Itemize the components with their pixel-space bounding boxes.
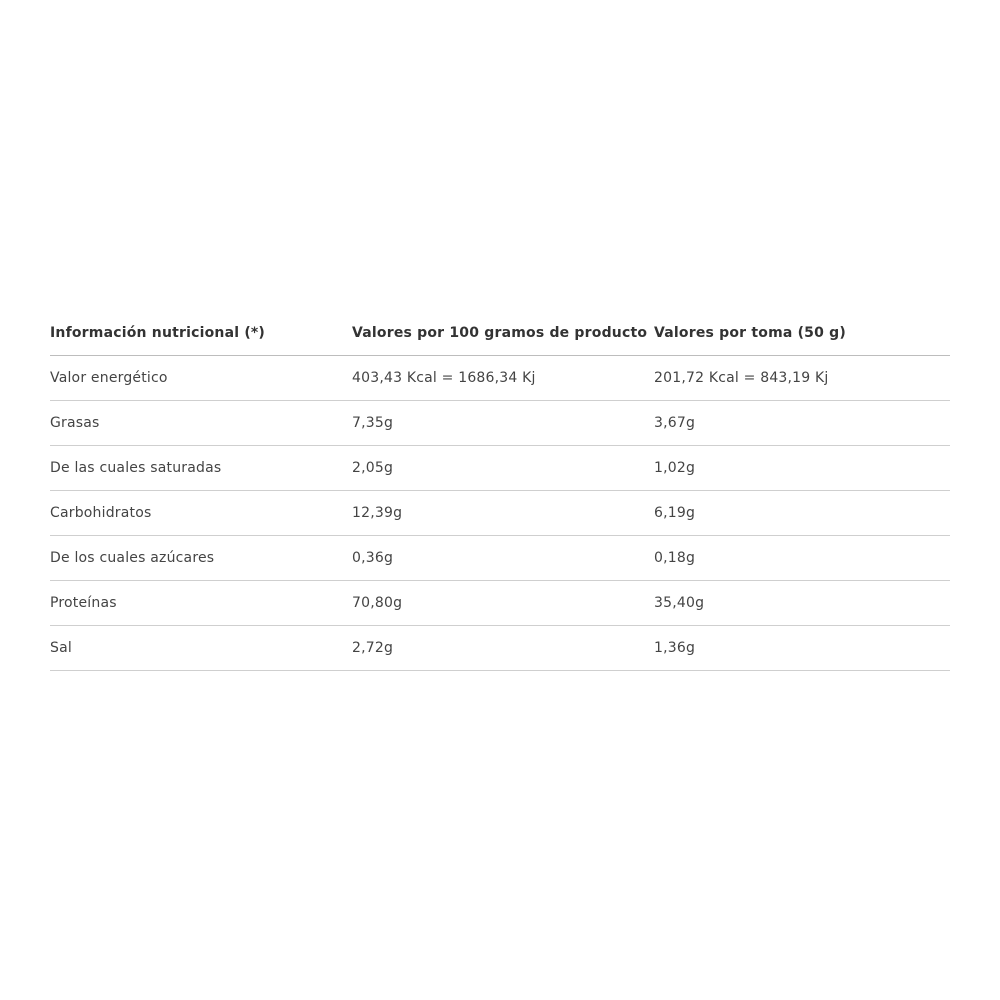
value-per-serving: 1,02g <box>654 460 696 476</box>
value-per-100g: 0,36g <box>352 550 394 566</box>
table-row <box>50 401 950 446</box>
nutrient-name: De los cuales azúcares <box>50 550 215 566</box>
nutrition-table <box>50 310 950 671</box>
value-per-100g: 2,05g <box>352 460 394 476</box>
nutrient-name: Sal <box>50 640 72 656</box>
value-per-serving: 35,40g <box>654 595 705 611</box>
value-per-100g: 403,43 Kcal = 1686,34 Kj <box>352 370 536 386</box>
table-header-row <box>50 310 950 356</box>
value-per-100g: 70,80g <box>352 595 403 611</box>
value-per-100g: 2,72g <box>352 640 394 656</box>
value-per-serving: 3,67g <box>654 415 696 431</box>
table-row <box>50 626 950 671</box>
value-per-serving: 6,19g <box>654 505 696 521</box>
nutrient-name: Valor energético <box>50 370 168 386</box>
value-per-serving: 201,72 Kcal = 843,19 Kj <box>654 370 829 386</box>
header-per-serving: Valores por toma (50 g) <box>654 324 846 341</box>
nutrient-name: Proteínas <box>50 595 117 611</box>
table-row <box>50 446 950 491</box>
nutrient-name: De las cuales saturadas <box>50 460 222 476</box>
table-row <box>50 581 950 626</box>
table-row <box>50 491 950 536</box>
value-per-100g: 7,35g <box>352 415 394 431</box>
header-per-100g: Valores por 100 gramos de producto <box>352 324 648 341</box>
nutrient-name: Carbohidratos <box>50 505 152 521</box>
table-row <box>50 356 950 401</box>
table-row <box>50 536 950 581</box>
nutrient-name: Grasas <box>50 415 100 431</box>
value-per-100g: 12,39g <box>352 505 403 521</box>
value-per-serving: 0,18g <box>654 550 696 566</box>
value-per-serving: 1,36g <box>654 640 696 656</box>
header-nutrition-info: Información nutricional (*) <box>50 324 266 341</box>
